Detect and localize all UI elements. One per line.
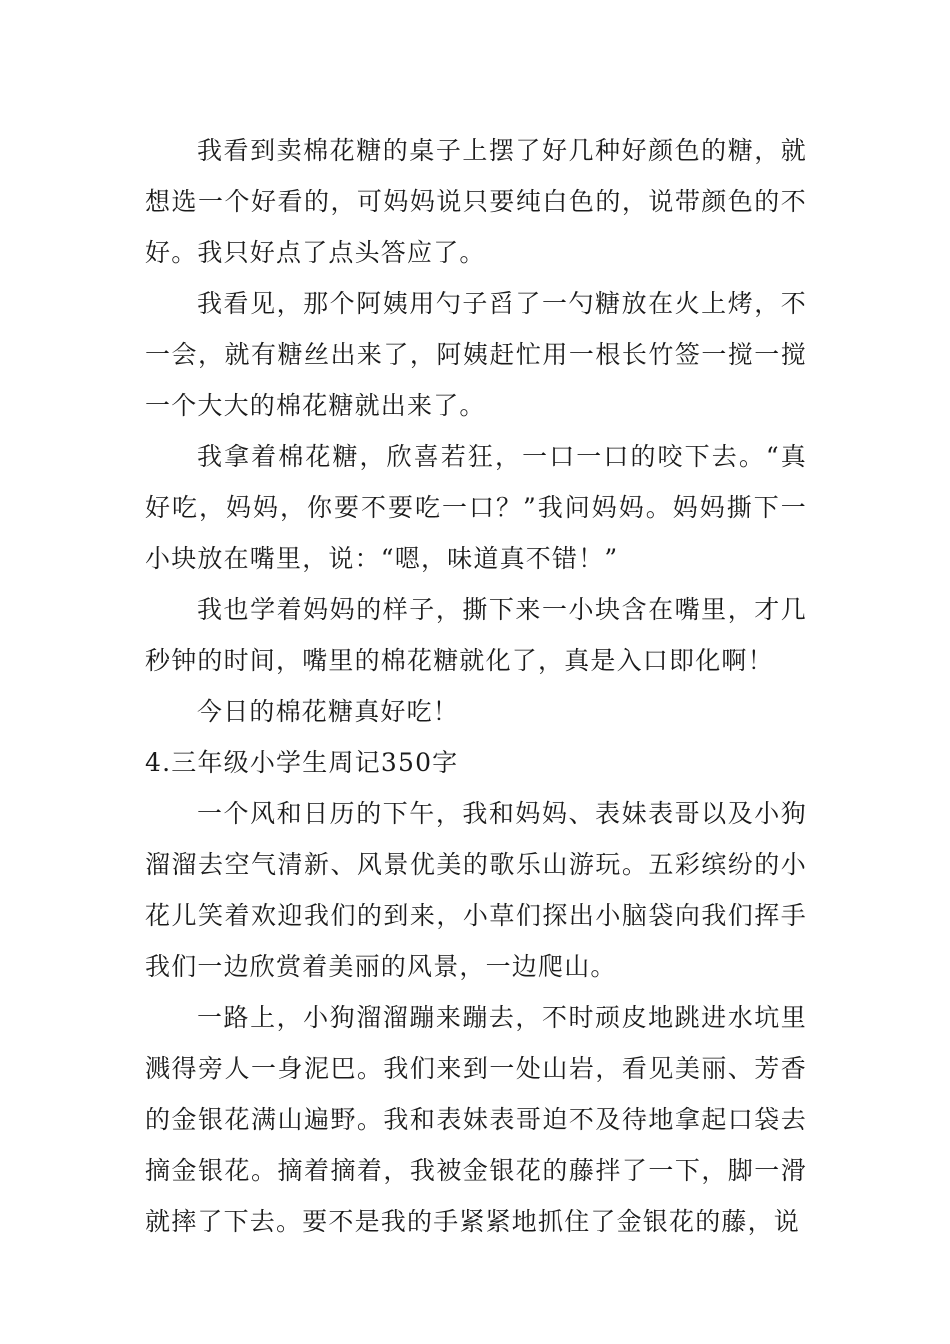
paragraph-melting-candy: 我也学着妈妈的样子，撕下来一小块含在嘴里，才几秒钟的时间，嘴里的棉花糖就化了，真是入口即化啊！ (145, 595, 807, 675)
section-heading: 4.三年级小学生周记350字 (145, 748, 459, 777)
paragraph-eating-candy: 我拿着棉花糖，欣喜若狂，一口一口的咬下去。“真好吃，妈妈，你要不要吃一口？”我问妈妈。妈妈撕下一小块放在嘴里，说：“嗯，味道真不错！” (145, 442, 807, 573)
paragraph-outing: 一个风和日历的下午，我和妈妈、表妹表哥以及小狗溜溜去空气清新、风景优美的歌乐山游玩。五彩缤纷的小花儿笑着欢迎我们的到来，小草们探出小脑袋向我们挥手我们一边欣赏着美丽的风景，一边爬山。 (145, 799, 807, 981)
paragraph-conclusion: 今日的棉花糖真好吃！ (197, 697, 460, 726)
paragraph-cotton-candy-colors: 我看到卖棉花糖的桌子上摆了好几种好颜色的糖，就想选一个好看的，可妈妈说只要纯白色的，说带颜色的不好。我只好点了点头答应了。 (145, 136, 807, 267)
paragraph-on-the-road: 一路上，小狗溜溜蹦来蹦去，不时顽皮地跳进水坑里溅得旁人一身泥巴。我们来到一处山岩，看见美丽、芳香的金银花满山遍野。我和表妹表哥迫不及待地拿起口袋去摘金银花。摘着摘着，我被金银花的藤拌了一下，脚一滑就摔了下去。要不是我的手紧紧地抓住了金银花的藤，说 (145, 1003, 807, 1236)
paragraph-making-candy: 我看见，那个阿姨用勺子舀了一勺糖放在火上烤，不一会，就有糖丝出来了，阿姨赶忙用一根长竹签一搅一搅一个大大的棉花糖就出来了。 (145, 289, 807, 420)
document-body (145, 125, 807, 1247)
